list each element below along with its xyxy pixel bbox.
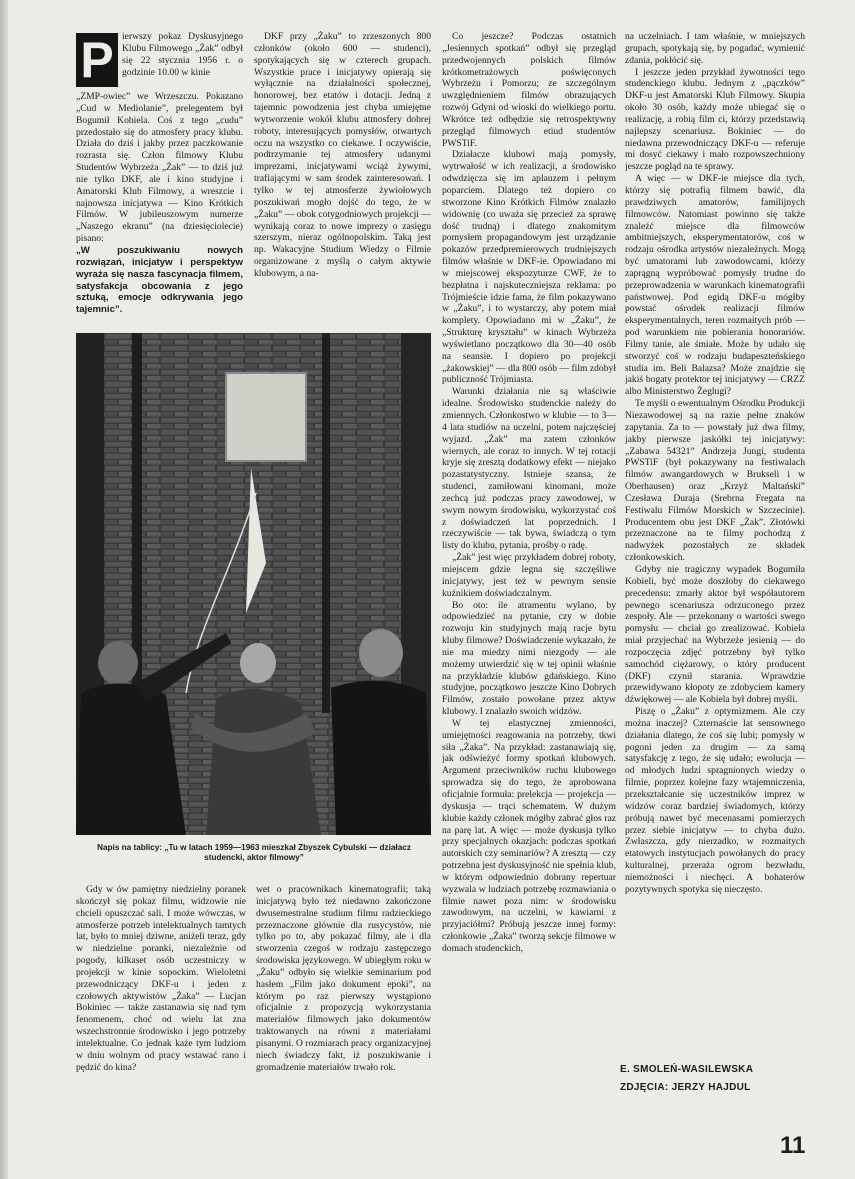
column-1-top: [76, 91, 243, 331]
column-2-bottom: [256, 884, 431, 1114]
column-1-quote: [76, 245, 243, 316]
column-4-para-6: Piszę o „Żaku” z optymizmem. Ale czy można inaczej? Czternaście lat sensownego działania dlatego, że coś się lubi; pomysły w pogoni jeden za drugim — za samą satysfakcję z tego, że się udało; ewolucja — od młodych ludzi spragnionych wiedzy o filmie, poprzez kolejne fazy wtajemniczenia, przekształcanie się uczestników imprez w widzów coraz bardziej świadomych, którzy próbują nawet być mecenasami pomierzych przez siebie inicjatyw — to chyba dużo. Zwłaszcza, gdy nierzadko, w rozmaitych etatowych instytucjach powołanych do pracy kulturalnej, przeraża ogrom bezwładu, niemożności i niechęci. A bohaterów pozytywnych spotyka się nieczęsto.: [625, 706, 805, 895]
page-binding-edge: [0, 0, 8, 1179]
column-2-top: [254, 31, 431, 328]
column-1-intro-wrap: [122, 31, 243, 87]
column-4: [625, 31, 805, 1061]
column-3-para-5: Bo oto: ile atramentu wylano, by odpowiedzieć na pytanie, czy w dobie rozwoju kin studyjnych mają racje bytu kluby filmowe? Doświadczenie wykazało, że nie ma miedzy nimi niezgody — ale możemy utwierdzić się w tej opinii właśnie na przykładzie klubów gdańskiego. Kino studyjne, początkowo jeszcze Kino Dobrych Filmów, zostało powołane przez aktyw klubowy. I znalazło swoich widzów.: [442, 599, 616, 718]
column-3-para-4: „Żak” jest więc przykładem dobrej roboty, miejscem gdzie legna się szczęśliwe inicjatywy, jest też w pewnym sensie kuźnikiem doświadczalnym.: [442, 552, 616, 599]
column-2-top-text: DKF przy „Żaku” to zrzeszonych 800 członków (około 600 — studenci), spotykających się w czterech grupach. Wszystkie prace i inicjatywy opierają się wyłącznie na działalności społecznej, honorowej, bez etatów i dotacji. Jedną z tajemnic powodzenia jest chyba umiejętne wytworzenie wokół klubu atmosfery dobrej roboty, interesujących pomysłów, otwartych oczu na wszystko co ciekawe. I oczywiście, podtrzymanie tej atmosfery udanymi imprezami, inicjatywami wciąż żywymi, trafiającymi w sam środek zainteresowań. I tylko w tej atmosferze żywiołowych poszukiwań mogło dojść do tego, że w „Żaku” — obok cotygodniowych projekcji — wynikają coraz to nowe imprezy o zasięgu szerszym, nieraz ogólnopolskim. Taką jest np. Wakacyjne Studium Wiedzy o Filmie organizowane z myślą o całym aktywie klubowym, a na-: [254, 31, 431, 279]
page-number: 11: [780, 1132, 806, 1159]
photo-caption: Napis na tablicy: „Tu w latach 1959—1963 mieszkał Zbyszek Cybulski — działacz studencki, aktor filmowy”: [97, 843, 411, 862]
column-1-lead: ierwszy pokaz Dyskusyjnego Klubu Filmowego „Żak” odbył się 22 stycznia 1956 r. o godzinie 10.00 w kinie: [122, 31, 243, 78]
column-3-para-2: Działacze klubowi mają pomysły, wytrwałość w ich realizacji, a środowisko odwdzięcza się im aplauzem i pełnym poparciem. Dlatego też dopiero co stworzone Kino Krótkich Filmów znalazło widownię (co uważa się przecież za sprawę dość trudną) i dlatego znakomitym pomysłem propagandowym jest urządzanie pokazów przedpremierowych trudniejszych filmów właśnie w DKF-ie. Opowiadano mi w miejscowej ekspozyturze CWF, że to bezpłatna i najskuteczniejsza reklama: po Trójmieście idzie fama, że film pokazywano w „Żaku”, i to wystarczy, aby potem miał komplety. Opowiadano mi w „Żaku”, że „Strukturę kryształu” w kinach Wybrzeża wyświetlano początkowo dla 30—40 osób na seansie. I dopiero po projekcji „żakowskiej” — dla 800 osób — film zdobył publiczność Trójmiasta.: [442, 149, 616, 386]
column-4-para-4: Te myśli o ewentualnym Ośrodku Produkcji Niezawodowej są na razie pełne znaków zapytania. Za to — powstały już dwa filmy, jakby pierwsze jaskółki tej inicjatywy: „Zabawa 54321” Andrzeja Jungi, studenta PWSTiF (był pokazywany na festiwalach filmów awangardowych w Brukseli i w Oberhausen) oraz „Krzyż Maltański” Czesława Duraja (Srebrna Fregata na Festiwalu Filmów Morskich w Szczecinie). Producentem obu jest DKF „Żak”. Złotówki przeznaczone na te filmy pochodzą z nadwyżek pozostałych ze składek członkowskich.: [625, 398, 805, 564]
column-4-para-2: I jeszcze jeden przykład żywotności tego studenckiego klubu. Jednym z „pączków” DKF-u jest Amatorski Klub Filmowy. Skupia około 30 osób, każdy może ubiegać się o realizację, a robią film ci, którzy przedstawią najlepszy scenariusz. Bokiniec — do niedawna przewodniczący DKF-u — referuje mi dosyć ciekawy i mało rozpowszechniony jeszcze pogląd na te sprawy.: [625, 66, 805, 173]
column-1-bottom-para: Gdy w ów pamiętny niedzielny poranek skończył się pokaz filmu, widzowie nie chcieli opuszczać sali. I może wówczas, w atmosferze potrzeb intelektualnych tamtych lat, było to mniej dziwne, aniżeli teraz, gdy w niedzielne poranki, niezależnie od pogody, kilkaset osób uczestniczy w projekcji w kinie sopockim. Wieloletni przewodniczący DKF-u i jeden z czołowych aktywistów „Żaka” — Lucjan Bokiniec — także zastanawia się nad tym fenomenem, choć od wielu lat zna wszechstronnie środowisko i jego potrzeby intelektualne. Co jednak każe tym ludziom w dniu wolnym od pracy wstawać rano i pędzić do kina?: [76, 884, 246, 1073]
column-4-para-3: A więc — w DKF-ie miejsce dla tych, którzy się potrafią filmem bawić, dla prawdziwych amatorów, familijnych filmowców. Natomiast powinno się także znaleźć miejsce dla filmowców ambitniejszych, eksperymentatorów, coś w rodzaju ośrodka artystów niezależnych. Mogą być umatorami lub zawodowcami, którzy zaprągną wypróbować pomysły trudne do przeprowadzenia w warunkach kinematografii państwowej. Pod egidą DKF-u mógłby powstać ośrodek realizacji filmów eksperymentalnych, teren rozmaitych prób — pod warunkiem nie pobierania honorariów. Filmy tanie, ale śmiałe. Może by udało się stworzyć coś w rodzaju budapeszteńskiego studia im. Beli Balazsa? Może znajdzie się jakiś bogaty protektor tej inicjatywy — CRZZ albo Ministerstwo Żeglugi?: [625, 173, 805, 398]
quote-text: „W poszukiwaniu nowych rozwiązań, inicjatyw i perspektyw wyraża się nasza fascynacja filmem, satysfakcja obcowania z jego sztuką, emocje odkrywania jego tajemnic”.: [76, 244, 243, 316]
photo-credit: ZDJĘCIA: JERZY HAJDUL: [620, 1082, 751, 1093]
column-3-para-6: W tej elastycznej zmienności, umiejętności reagowania na potrzeby, tkwi siła „Żaka”. Na przykład: zastanawiają się, jak odświeżyć formy spotkań klubowych. Argument przeciwników ruchu klubowego sprowadza się do tego, że aprobowana oficjalnie formuła: prelekcja — projekcja — dyskusja — trąci schematem. W dużym klubie każdy członek mógłby zabrać głos raz na parę lat. A więc — może dyskusja tylko przy specjalnych okazjach: podczas spotkań autorskich czy seminariów? A zresztą — czy potrzebna jest dyskusyjność nie spełnia klub, w którym odpowiednio dobrany repertuar wyzwala w ludziach potrzebę rozmawiania o filmie nawet poza nim: w środowisku zawodowym, na uczelni, w kawiarni z przyjaciółmi? Próbują jeszcze innej formy: członkowie „Żaka” tworzą sekcje filmowe w domach studenckich,: [442, 717, 616, 954]
column-4-para-1: na uczelniach. I tam właśnie, w mniejszych grupach, spotykają się, by pogadać, wymienić zdania, pokłócić się.: [625, 31, 805, 66]
author-signature: E. SMOLEŃ-WASILEWSKA: [620, 1064, 754, 1075]
drop-cap: P: [76, 33, 118, 87]
column-2-bottom-para: wet o pracownikach kinematografii; taką inicjatywą było też niedawno zakończone dwusemestralne studium filmu radzieckiego przeznaczone głównie dla rusycystów, nie tylko po to, aby pokazać filmy, ale i dla stworzenia czegoś w rodzaju zastępczego środowiska językowego. W ubiegłym roku w „Żaku” odbyło się wielkie seminarium pod hasłem „Film jako dokument epoki”, na którym po raz pierwszy wystąpiono oficjalnie z propozycją wykorzystania materiałów filmowych jako dokumentów traktowanych na równi z materiałami pisanymi. O rozmiarach pracy organizacyjnej niech świadczy fakt, iż poszukiwanie i gromadzenie materiałów trwało rok.: [256, 884, 431, 1073]
column-3: [442, 31, 616, 1116]
column-3-para-1: Co jeszcze? Podczas ostatnich „Jesiennych spotkań” odbył się przegląd przedwojennych polskich filmów krótkometrażowych poświęconych Wybrzeżu i Pomorzu; ze szczególnym uwzględnieniem filmów obrazujących rozwój Gdyni od wioski do wielkiego portu. Wkrótce też odbędzie się retrospektywny przegląd filmowych etiud studentów PWSTiF.: [442, 31, 616, 149]
column-4-para-5: Gdyby nie tragiczny wypadek Bogumiła Kobieli, być może doszłoby do ciekawego precedensu: zmarły aktor był współautorem pewnego scenariusza odrzuconego przez zespoły. Ale — przekonany o wartości swego pomysłu — chciał go zrealizować. Kobiela miał przyjechać na Wybrzeże jesienią — do rozpoczęcia zdjęć potrzebny był tylko samochód ciężarowy, o który producent (DKF) czynił starania. Wprawdzie przewidywano kłopoty ze zdobyciem kamery dźwiękowej — ale Kobiela był dobrej myśli.: [625, 563, 805, 706]
column-3-para-3: Warunki działania nie są właściwie idealne. Środowisko studenckie należy do zmiennych. Członkostwo w klubie — to 3—4 lata studiów na uczelni, potem najczęściej wyjazd. „Żak” ma zatem członków wiernych, ale coraz to innych. W tej rotacji kryje się zresztą dodatkowy efekt — niejako pozastatystyczny. Istnieje szansa, że studenci, zamiłowani kinomani, może zechcą już podczas pracy zawodowej, w swym nowym środowisku, wykorzystać coś z doświadczeń lat poprzednich. I rzeczywiście — tak bywa, świadczą o tym listy do klubu, pytania, prośby o radę.: [442, 386, 616, 552]
column-1-bottom: [76, 884, 246, 1114]
column-1-lead-continued: „ZMP-owiec” we Wrzeszczu. Pokazano „Cud w Mediolanie”, prelegentem był Bogumił Kobiela. Coś z tego „cudu” przedostało się do atmosfery pracy klubu. Działa do dziś i jakby przez paczkowanie rozrasta się. Człon filmowy Klubu Studentów Wybrzeża „Żak” — to dziś już nie tylko DKF, ale i kino studyjne i Amatorski Klub Filmowy, a wreszcie i najnowsza inicjatywa — Kino Krótkich Filmów. W jubileuszowym numerze „Naszego ekranu” (na dziesięciolecie) pisano:: [76, 91, 243, 245]
article-photo: [76, 333, 431, 835]
photo-illustration: [76, 333, 431, 835]
